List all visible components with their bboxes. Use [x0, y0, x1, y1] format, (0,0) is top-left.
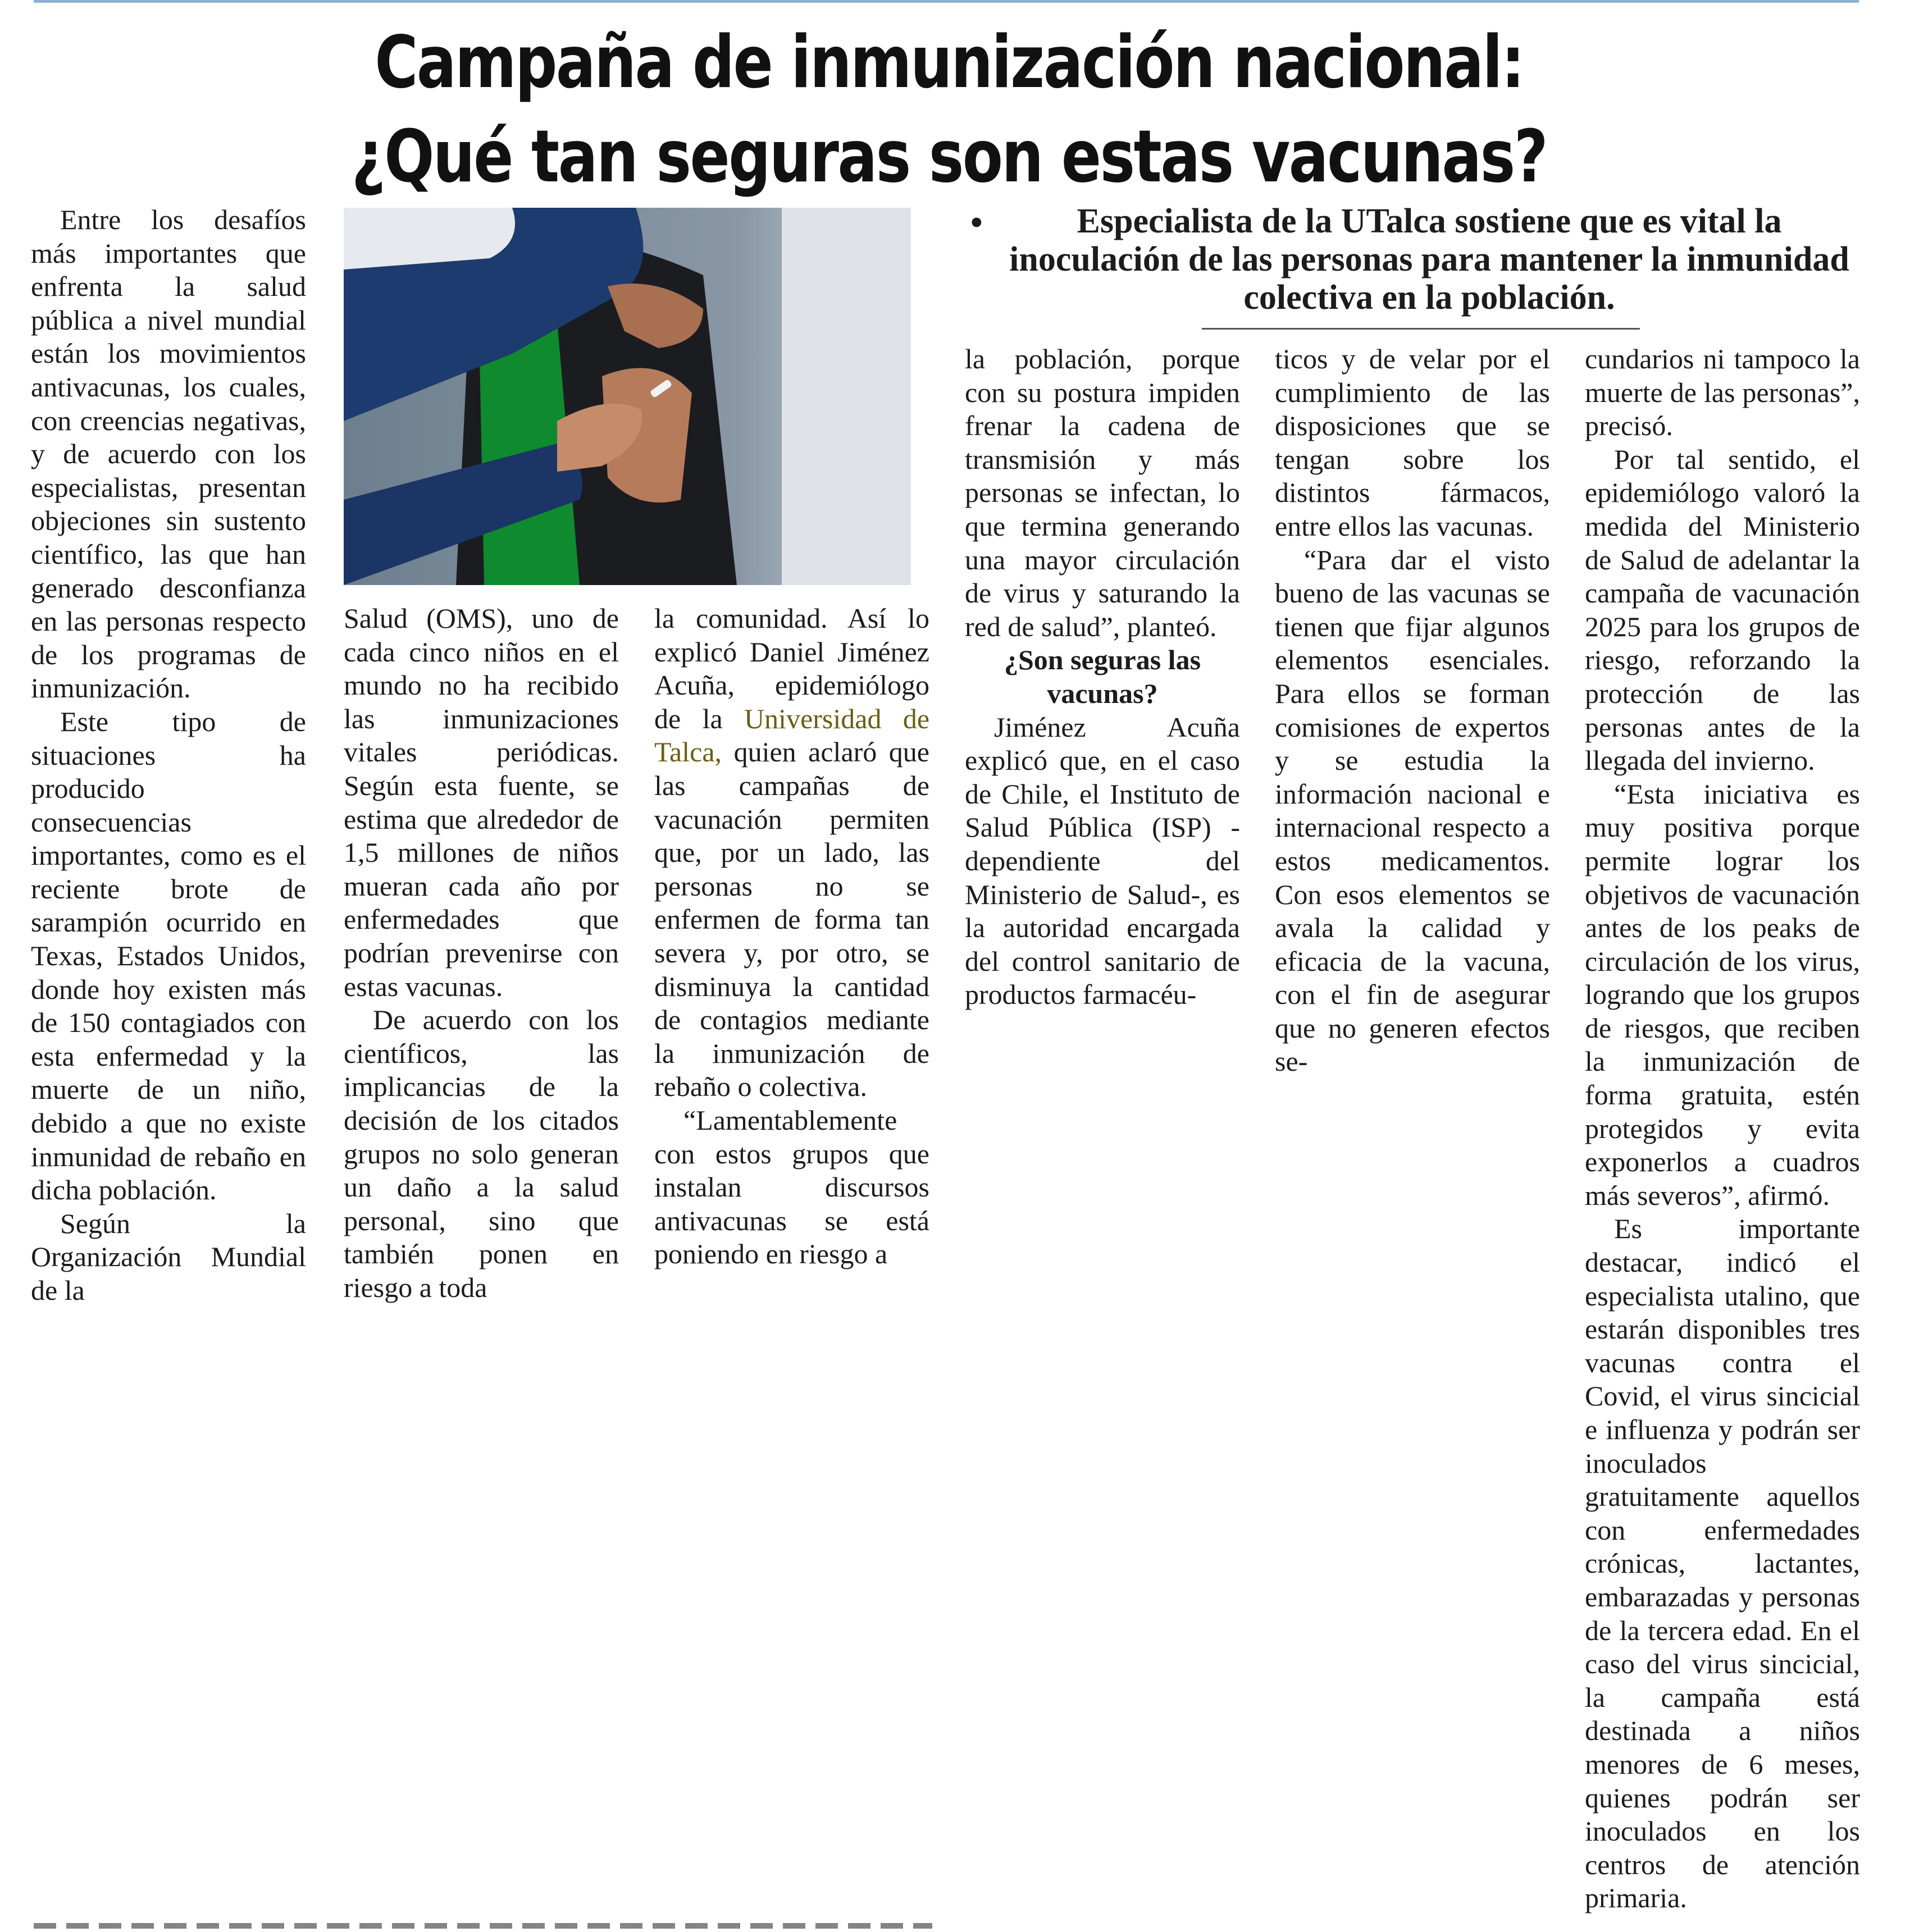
column-3: [654, 602, 929, 1271]
subheadline-rule: [1202, 328, 1640, 330]
subheadline: Especialista de la UTalca sostiene que es vital la inoculación de las personas para mantener la inmunidad colectiva en la población.: [1009, 202, 1849, 317]
headline: Campaña de inmunización nacional: ¿Qué tan seguras son estas vacunas?: [351, 21, 1547, 199]
paragraph: cundarios ni tampoco la muerte de las personas”, precisó.: [1585, 343, 1860, 442]
university-link[interactable]: Universidad de Talca,: [654, 702, 930, 768]
paragraph: [654, 602, 929, 1104]
text: quien aclaró que las campañas de vacunación permiten que, por un lado, las personas no se enfermen de forma tan severa y, por otro, se disminuya la cantidad de contagios mediante la inmunización de rebaño o colectiva.: [654, 736, 929, 1103]
column-4: [965, 342, 1240, 1012]
paragraph: Este tipo de situaciones ha producido consecuencias importantes, como es el reciente brote de sarampión ocurrido en Texas, Estados Unidos, donde hoy existen más de 150 contagiados con esta enfermedad y la muerte de un niño, debido a que no existe inmunidad de rebaño en dicha población.: [31, 705, 306, 1206]
paragraph: “Para dar el visto bueno de las vacunas se tienen que fijar algunos elementos esenciales. Para ellos se forman comisiones de expertos y se estudia la información nacional e internacional respecto a estos medicamentos. Con esos elementos se avala la calidad y eficacia de la vacuna, con el fin de asegurar que no generen efectos se-: [1275, 543, 1550, 1077]
paragraph: ticos y de velar por el cumplimiento de las disposiciones que se tengan sobre los distintos fármacos, entre ellos las vacunas.: [1275, 343, 1550, 542]
paragraph: la población, porque con su postura impiden frenar la cadena de transmisión y más personas se infectan, lo que termina generando una mayor circulación de virus y saturando la red de salud”, planteó.: [965, 343, 1240, 642]
vaccination-photo: [344, 208, 911, 585]
text: la comunidad. Así lo explicó Daniel Jiménez Acuña, epidemiólogo de la: [654, 602, 929, 734]
column-2: [344, 602, 619, 1304]
paragraph: De acuerdo con los científicos, las implicancias de la decisión de los citados grupos no solo generan un daño a la salud personal, sino que también ponen en riesgo a toda: [344, 1004, 619, 1303]
top-rule: [34, 0, 1859, 3]
paragraph: Entre los desafíos más importantes que enfrenta la salud pública a nivel mundial están los movimientos antivacunas, los cuales, con creencias negativas, y de acuerdo con los especialistas, presentan objeciones sin sustento científico, las que han generado desconfianza en las personas respecto de los programas de inmunización.: [31, 204, 306, 704]
paragraph: “Esta iniciativa es muy positiva porque permite lograr los objetivos de vacunación antes de los peaks de circulación de los virus, logrando que los grupos de riesgos, que reciben la inmunización de forma gratuita, estén protegidos y evita exponerlos a cuadros más severos”, afirmó.: [1585, 778, 1860, 1211]
paragraph: Por tal sentido, el epidemiólogo valoró la medida del Ministerio de Salud de adelantar la campaña de vacunación 2025 para los grupos de riesgo, reforzando la protección de las personas antes de la llegada del invierno.: [1585, 443, 1860, 777]
paragraph: Salud (OMS), uno de cada cinco niños en el mundo no ha recibido las inmunizaciones vitales periódicas. Según esta fuente, se estima que alrededor de 1,5 millones de niños mueran cada año por enfermedades que podrían prevenirse con estas vacunas.: [344, 602, 619, 1002]
paragraph: “Lamentablemente con estos grupos que instalan discursos antivacunas se está poniendo en riesgo a: [654, 1104, 929, 1270]
paragraph: Jiménez Acuña explicó que, en el caso de Chile, el Instituto de Salud Pública (ISP) -dependiente del Ministerio de Salud-, es la autoridad encargada del control sanitario de productos farmacéu-: [965, 711, 1240, 1011]
column-6: [1585, 342, 1860, 1915]
column-1: [31, 203, 306, 1308]
section-question-heading: ¿Son seguras las vacunas?: [1004, 644, 1201, 709]
paragraph: Es importante destacar, indicó el especialista utalino, que estarán disponibles tres vacunas contra el Covid, el virus sincicial e influenza y podrán ser inoculados gratuitamente aquellos con enfermedades crónicas, lactantes, embarazadas y personas de la tercera edad. En el caso del virus sincicial, la campaña está destinada a niños menores de 6 meses, quienes podrán ser inoculados en los centros de atención primaria.: [1585, 1213, 1860, 1914]
column-5: [1275, 342, 1550, 1079]
bullet-icon: •: [970, 204, 983, 242]
vaccination-photo-icon: [344, 208, 911, 585]
paragraph: Según la Organización Mundial de la: [31, 1207, 306, 1306]
bottom-cut-text-rule: [34, 1923, 932, 1929]
